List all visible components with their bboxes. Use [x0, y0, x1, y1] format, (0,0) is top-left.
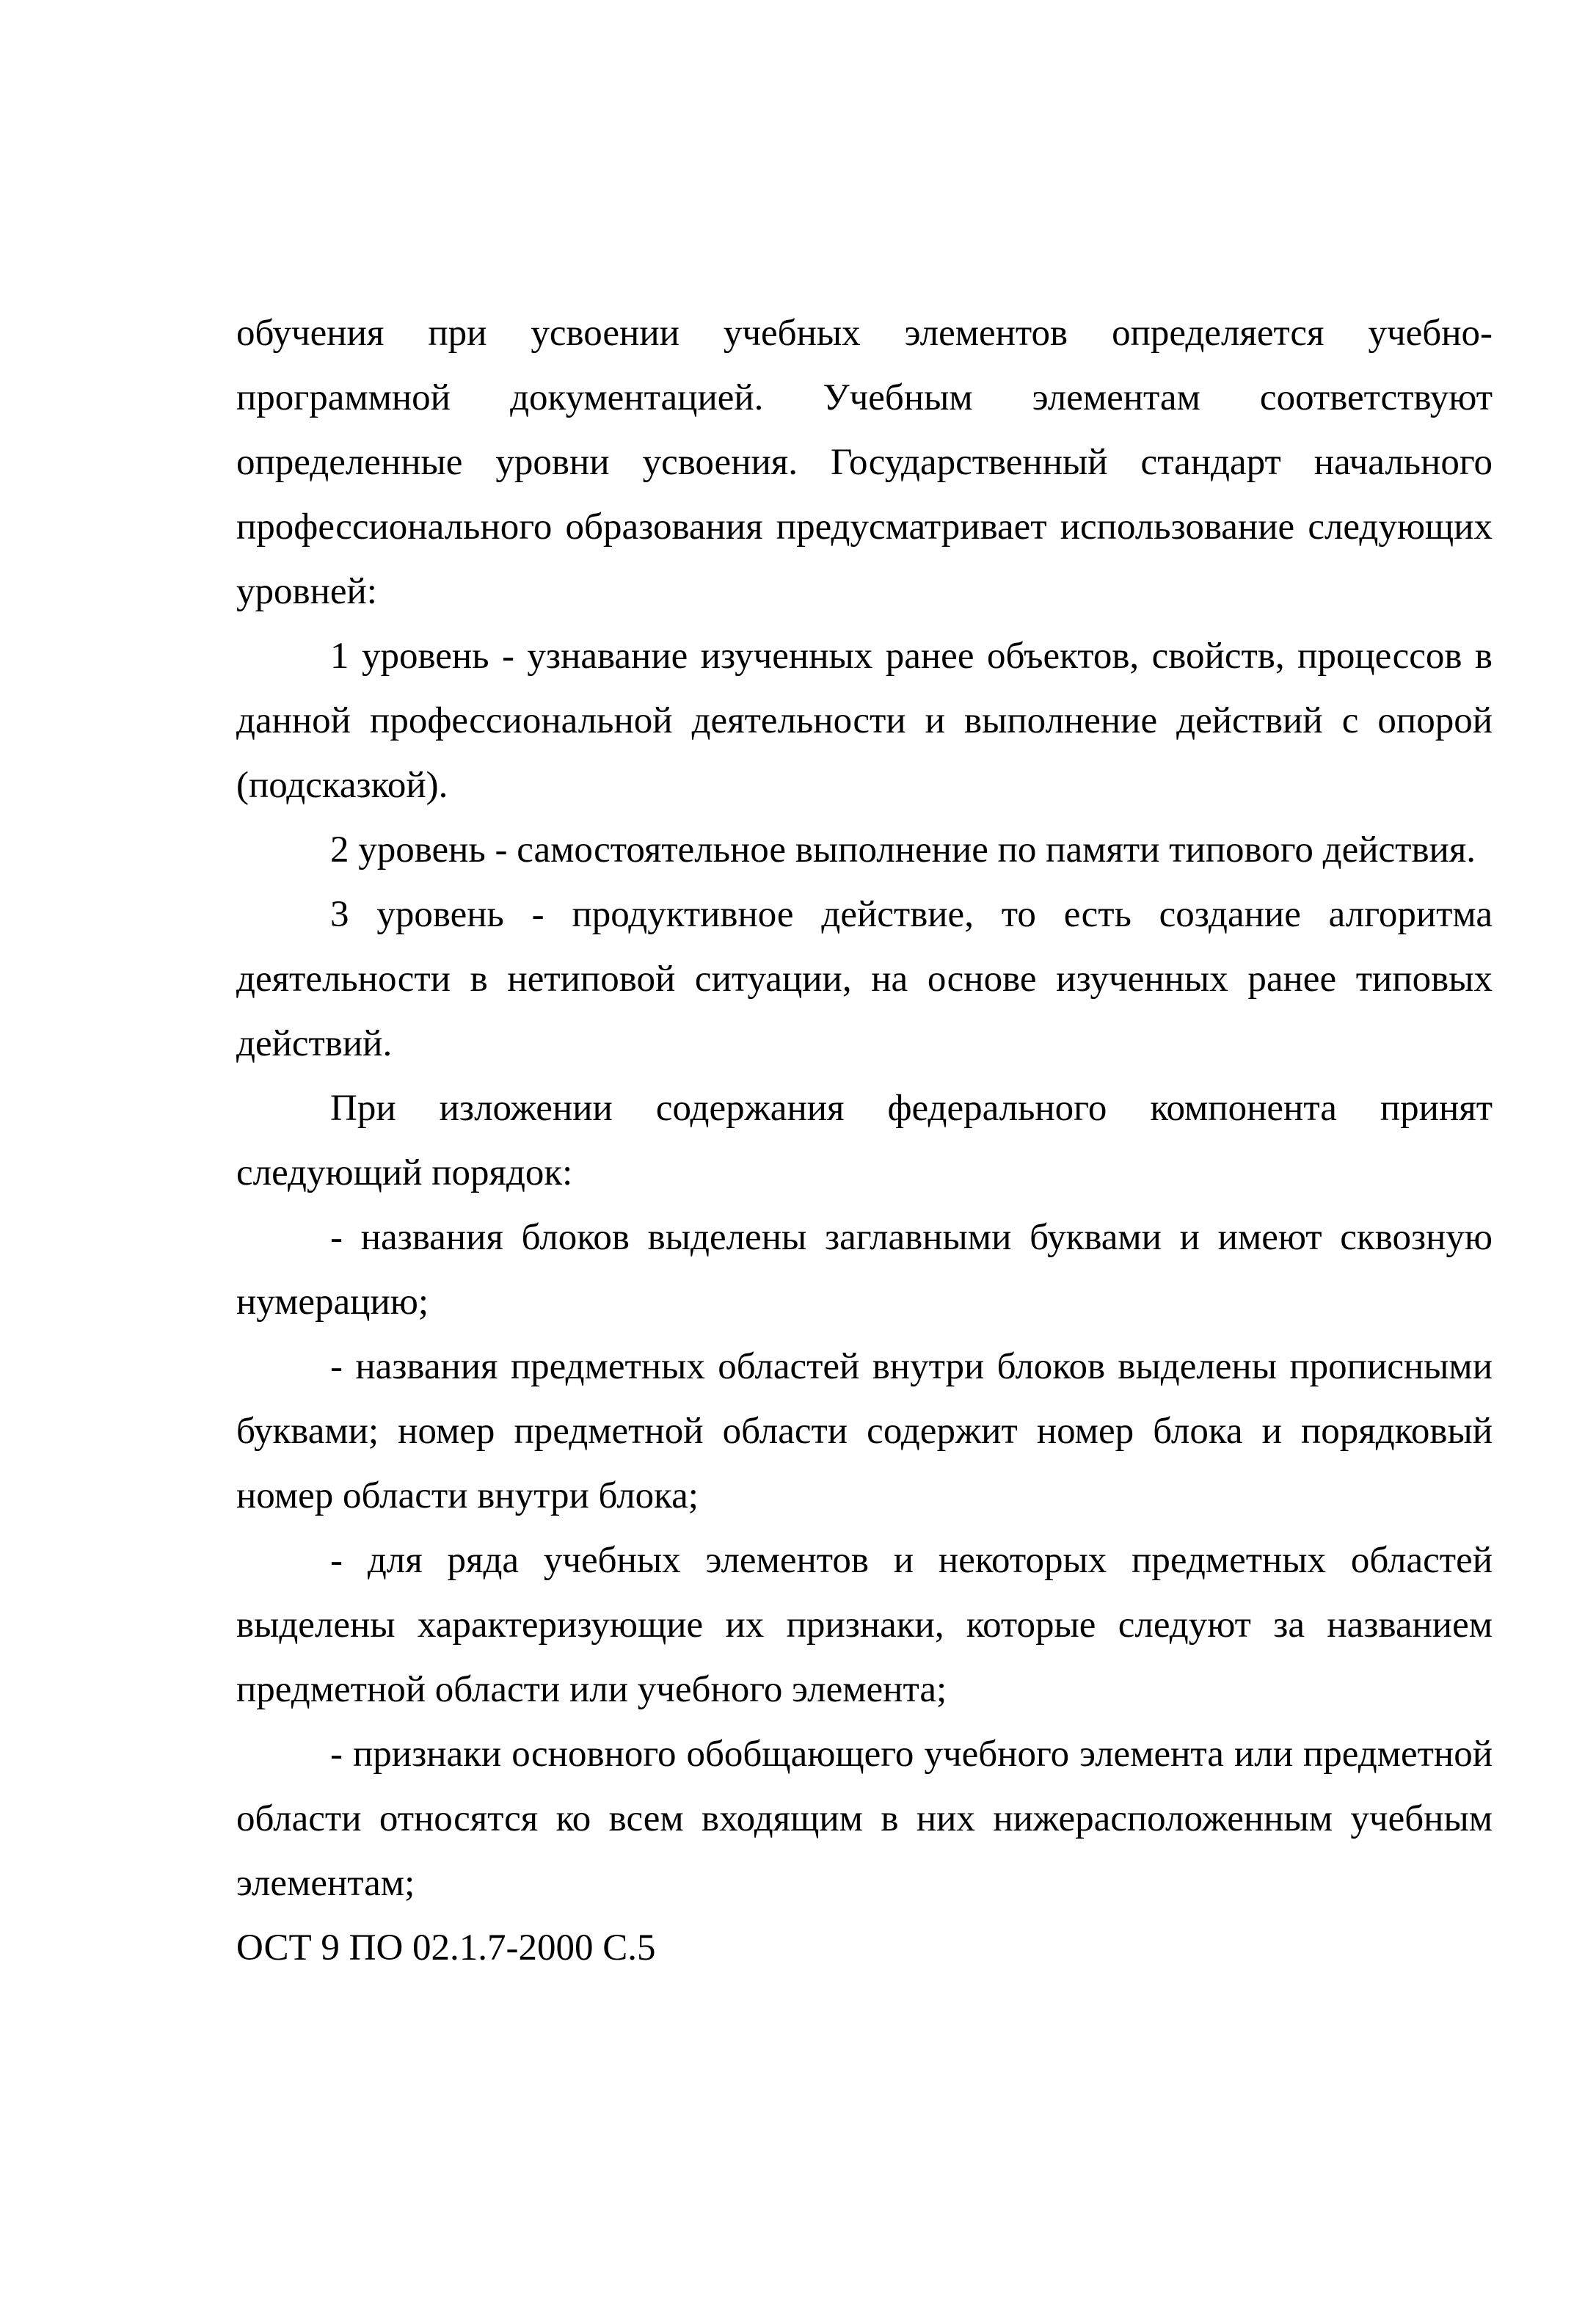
list-item-subject-areas: - названия предметных областей внутри блоков выделены прописными буквами; номер предметной области содержит номер блока и порядковый номер области внутри блока;	[236, 1346, 1493, 1516]
paragraph-continuation: обучения при усвоении учебных элементов определяется учебно-программной документацией. Учебным элементам соответствуют определенные уровни усвоения. Государственный стандарт начального профессионального образования предусматривает использование следующих уровней:	[236, 313, 1493, 612]
paragraph-level-2: 2 уровень - самостоятельное выполнение по памяти типового действия.	[330, 829, 1476, 870]
page-footer: ОСТ 9 ПО 02.1.7-2000 С.5	[236, 1927, 656, 1969]
list-item-attributes: - для ряда учебных элементов и некоторых предметных областей выделены характеризующие их признаки, которые следуют за названием предметной области или учебного элемента;	[236, 1540, 1493, 1710]
document-body	[236, 301, 1493, 1980]
paragraph-order-intro: При изложении содержания федерального компонента принят следующий порядок:	[236, 1088, 1493, 1193]
paragraph-level-1: 1 уровень - узнавание изученных ранее объектов, свойств, процессов в данной профессиональной деятельности и выполнение действий с опорой (подсказкой).	[236, 636, 1493, 806]
list-item-block-names: - названия блоков выделены заглавными буквами и имеют сквозную нумерацию;	[236, 1217, 1493, 1323]
paragraph-level-3: 3 уровень - продуктивное действие, то есть создание алгоритма деятельности в нетиповой ситуации, на основе изученных ранее типовых действий.	[236, 894, 1493, 1064]
list-item-general-attributes: - признаки основного обобщающего учебного элемента или предметной области относятся ко всем входящим в них нижерасположенным учебным элементам;	[236, 1734, 1493, 1904]
